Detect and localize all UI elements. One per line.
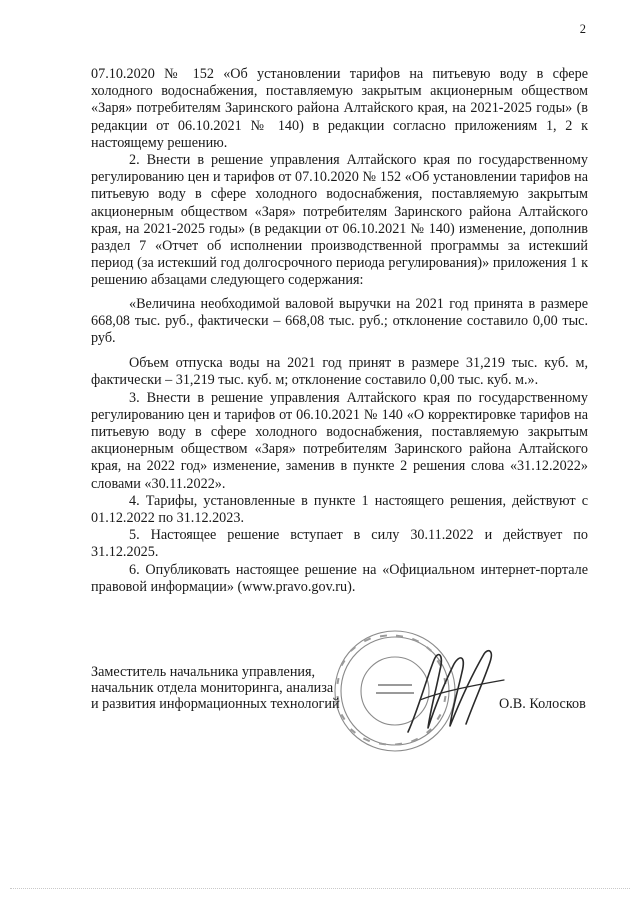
paragraph-3: 3. Внести в решение управления Алтайского края по государственному регулированию цен и тарифов от 06.10.2021 № 140 «О корректировке тарифов на питьевую воду в сфере холодного водоснабжения, поставляемую закрытым акционерным обществом «Заря» потребителям Заринского района Алтайского края, на 2022 год» изменение, заменив в пункте 2 решения слова «31.12.2022» словами «30.11.2022». <box>91 389 588 492</box>
bottom-rule <box>10 888 630 889</box>
document-body <box>91 66 588 596</box>
paragraph-quote-volume: Объем отпуска воды на 2021 год принят в размере 31,219 тыс. куб. м, фактически – 31,219 тыс. куб. м; отклонение составило 0,00 тыс. куб. м.». <box>91 355 588 389</box>
signer-name: О.В. Колосков <box>499 696 586 712</box>
signer-title-line-3: и развития информационных технологий <box>91 696 340 713</box>
paragraph-6: 6. Опубликовать настоящее решение на «Официальном интернет-портале правовой информации» (www.pravo.gov.ru). <box>91 561 588 595</box>
paragraph-5: 5. Настоящее решение вступает в силу 30.11.2022 и действует по 31.12.2025. <box>91 527 588 561</box>
page-number: 2 <box>579 22 586 36</box>
paragraph-1-continuation: 07.10.2020 № 152 «Об установлении тарифов на питьевую воду в сфере холодного водоснабжения, поставляемую закрытым акционерным обществом «Заря» потребителям Заринского района Алтайского края, на 2021-2025 годы» (в редакции от 06.10.2021 № 140) в редакции согласно приложениям 1, 2 к настоящему решению. <box>91 66 588 151</box>
signer-title-line-1: Заместитель начальника управления, <box>91 664 316 680</box>
paragraph-4: 4. Тарифы, установленные в пункте 1 настоящего решения, действуют с 01.12.2022 по 31.12.2023. <box>91 492 588 527</box>
signer-title-line-2: начальник отдела мониторинга, анализа <box>91 680 334 697</box>
paragraph-quote-revenue: «Величина необходимой валовой выручки на 2021 год принята в размере 668,08 тыс. руб., фактически – 668,08 тыс. руб.; отклонение составило 0,00 тыс. руб. <box>91 295 588 347</box>
paragraph-2: 2. Внести в решение управления Алтайского края по государственному регулированию цен и тарифов от 07.10.2020 № 152 «Об установлении тарифов на питьевую воду в сфере холодного водоснабжения, поставляемую закрытым акционерным обществом «Заря» потребителям Заринского района Алтайского края, на 2021-2025 годы» (в редакции от 06.10.2021 № 140) изменение, дополнив раздел 7 «Отчет об исполнении производственной программы за истекший период (за истекший год долгосрочного периода регулирования)» приложения 1 к решению абзацами следующего содержания: <box>91 152 588 289</box>
signature-block <box>91 664 591 713</box>
